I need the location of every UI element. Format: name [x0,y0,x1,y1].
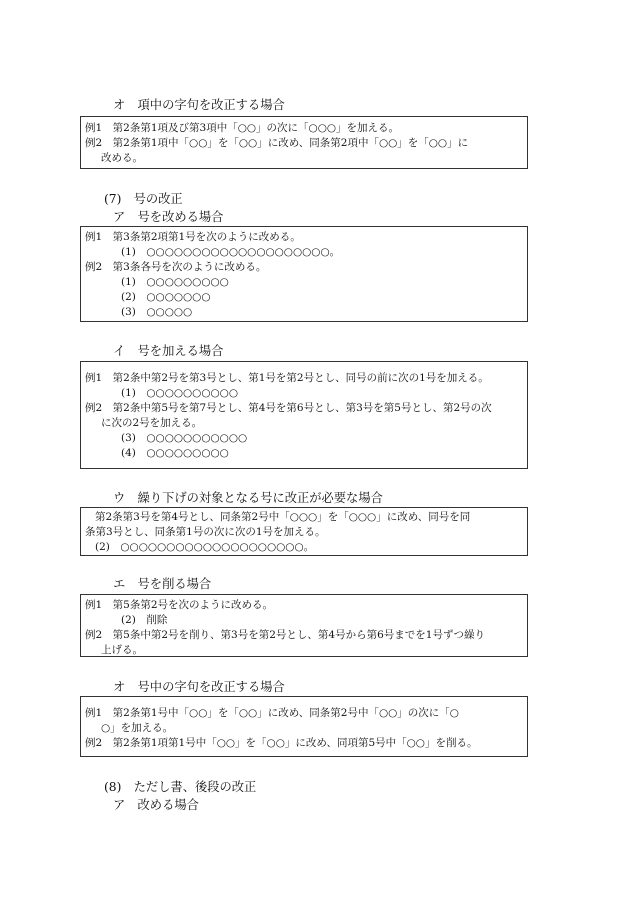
example-box-phrase-item [80,116,528,169]
example-box-shift-go [80,507,528,556]
example-line: (1) ○○○○○○○○○○ [121,387,238,399]
example-line: 条第3号とし、同条第1号の次に次の1号を加える。 [85,526,326,538]
example-box-phrase-go [80,696,528,757]
example-line: (4) ○○○○○○○○○ [121,447,229,459]
heading-8: (8) ただし書、後段の改正 [104,780,257,794]
heading-7: (7) 号の改正 [104,192,183,206]
example-line: 例1 第2条中第2号を第3号とし、第1号を第2号とし、同号の前に次の1号を加える。 [85,372,489,384]
heading-o-phrase-go: オ 号中の字句を改正する場合 [113,680,285,694]
example-line: (2) 削除 [121,614,168,626]
example-line: (2) ○○○○○○○ [121,291,211,303]
example-line: ○」を加える。 [101,722,174,734]
example-line: 上げる。 [101,644,143,656]
heading-i-add-go: イ 号を加える場合 [113,344,224,358]
example-line: 例1 第2条第1号中「○○」を「○○」に改め、同条第2号中「○○」の次に「○ [85,707,459,719]
example-line: (3) ○○○○○ [121,306,193,318]
heading-e-delete-go: エ 号を削る場合 [113,577,212,591]
example-line: に次の2号を加える。 [101,417,203,429]
example-line: 例1 第2条第1項及び第3項中「○○」の次に「○○○」を加える。 [85,122,400,134]
example-line: (1) ○○○○○○○○○ [121,276,229,288]
example-line: 例2 第2条中第5号を第7号とし、第4号を第6号とし、第3号を第5号とし、第2号の次 [85,402,492,414]
example-line: (3) ○○○○○○○○○○○ [121,432,248,444]
heading-a-amend-go: ア 号を改める場合 [113,210,224,224]
example-line: 第2条第3号を第4号とし、同条第2号中「○○○」を「○○○」に改め、同号を同 [95,511,471,523]
example-box-add-go [80,361,528,469]
example-line: 例1 第5条第2号を次のように改める。 [85,599,274,611]
example-line: 例2 第5条中第2号を削り、第3号を第2号とし、第4号から第6号までを1号ずつ繰り [85,629,485,641]
heading-u-shift-go: ウ 繰り下げの対象となる号に改正が必要な場合 [113,491,383,505]
example-line: 例2 第3条各号を次のように改める。 [85,261,267,273]
heading-o-phrase-item: オ 項中の字句を改正する場合 [113,98,285,112]
example-box-amend-go [80,226,528,322]
example-line: (2) ○○○○○○○○○○○○○○○○○○○○。 [95,541,315,553]
example-box-delete-go [80,594,528,657]
example-line: 例2 第2条第1項中「○○」を「○○」に改め、同条第2項中「○○」を「○○」に [85,137,469,149]
example-line: (1) ○○○○○○○○○○○○○○○○○○○○。 [121,246,341,258]
example-line: 例1 第3条第2項第1号を次のように改める。 [85,231,301,243]
example-line: 改める。 [101,152,143,164]
heading-a-amend: ア 改める場合 [113,798,199,812]
example-line: 例2 第2条第1項第1号中「○○」を「○○」に改め、同項第5号中「○○」を削る。 [85,737,478,749]
